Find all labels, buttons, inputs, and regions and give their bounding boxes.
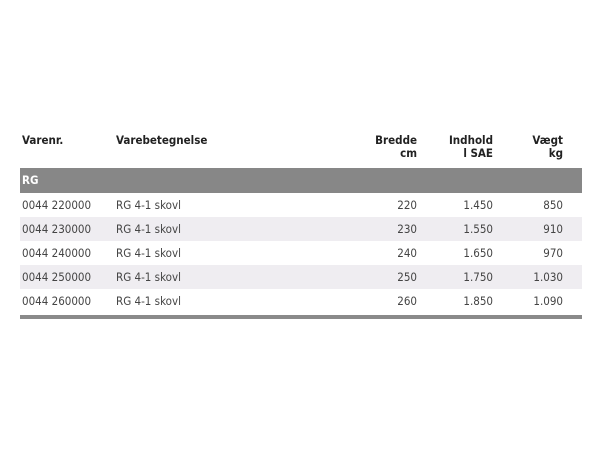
header-bredde-label: Bredde <box>375 133 417 147</box>
table-row <box>20 241 582 265</box>
cell-indhold: 1.850 <box>463 294 493 308</box>
cell-bredde: 220 <box>397 198 417 212</box>
cell-indhold: 1.750 <box>463 270 493 284</box>
cell-varenr: 0044 230000 <box>22 222 92 236</box>
table-row <box>20 193 582 217</box>
cell-indhold: 1.550 <box>463 222 493 236</box>
cell-vaegt: 910 <box>543 222 563 236</box>
cell-varebetegnelse: RG 4-1 skovl <box>116 246 181 260</box>
product-table <box>20 132 582 319</box>
cell-varenr: 0044 250000 <box>22 270 92 284</box>
header-bredde <box>375 134 417 160</box>
cell-varenr: 0044 260000 <box>22 294 92 308</box>
header-varebetegnelse: Varebetegnelse <box>116 133 208 147</box>
cell-varebetegnelse: RG 4-1 skovl <box>116 222 181 236</box>
cell-varebetegnelse: RG 4-1 skovl <box>116 198 181 212</box>
table-header <box>20 132 582 168</box>
header-vaegt-label: Vægt <box>532 133 563 147</box>
cell-varenr: 0044 220000 <box>22 198 92 212</box>
table-row <box>20 289 582 313</box>
header-vaegt-unit: kg <box>548 146 563 160</box>
cell-bredde: 250 <box>397 270 417 284</box>
cell-indhold: 1.650 <box>463 246 493 260</box>
cell-bredde: 230 <box>397 222 417 236</box>
cell-vaegt: 970 <box>543 246 563 260</box>
cell-vaegt: 1.030 <box>533 270 563 284</box>
header-bredde-unit: cm <box>400 146 417 160</box>
cell-bredde: 240 <box>397 246 417 260</box>
cell-bredde: 260 <box>397 294 417 308</box>
group-header: RG <box>20 168 582 193</box>
cell-varebetegnelse: RG 4-1 skovl <box>116 294 181 308</box>
table-row <box>20 265 582 289</box>
cell-varebetegnelse: RG 4-1 skovl <box>116 270 181 284</box>
cell-vaegt: 1.090 <box>533 294 563 308</box>
header-indhold-label: Indhold <box>448 133 493 147</box>
header-vaegt <box>532 134 563 160</box>
cell-varenr: 0044 240000 <box>22 246 92 260</box>
header-indhold <box>449 134 493 160</box>
cell-indhold: 1.450 <box>463 198 493 212</box>
header-indhold-unit: l SAE <box>463 146 493 160</box>
cell-vaegt: 850 <box>543 198 563 212</box>
header-varenr: Varenr. <box>22 133 64 147</box>
table-row <box>20 217 582 241</box>
table-bottom-rule <box>20 315 582 319</box>
